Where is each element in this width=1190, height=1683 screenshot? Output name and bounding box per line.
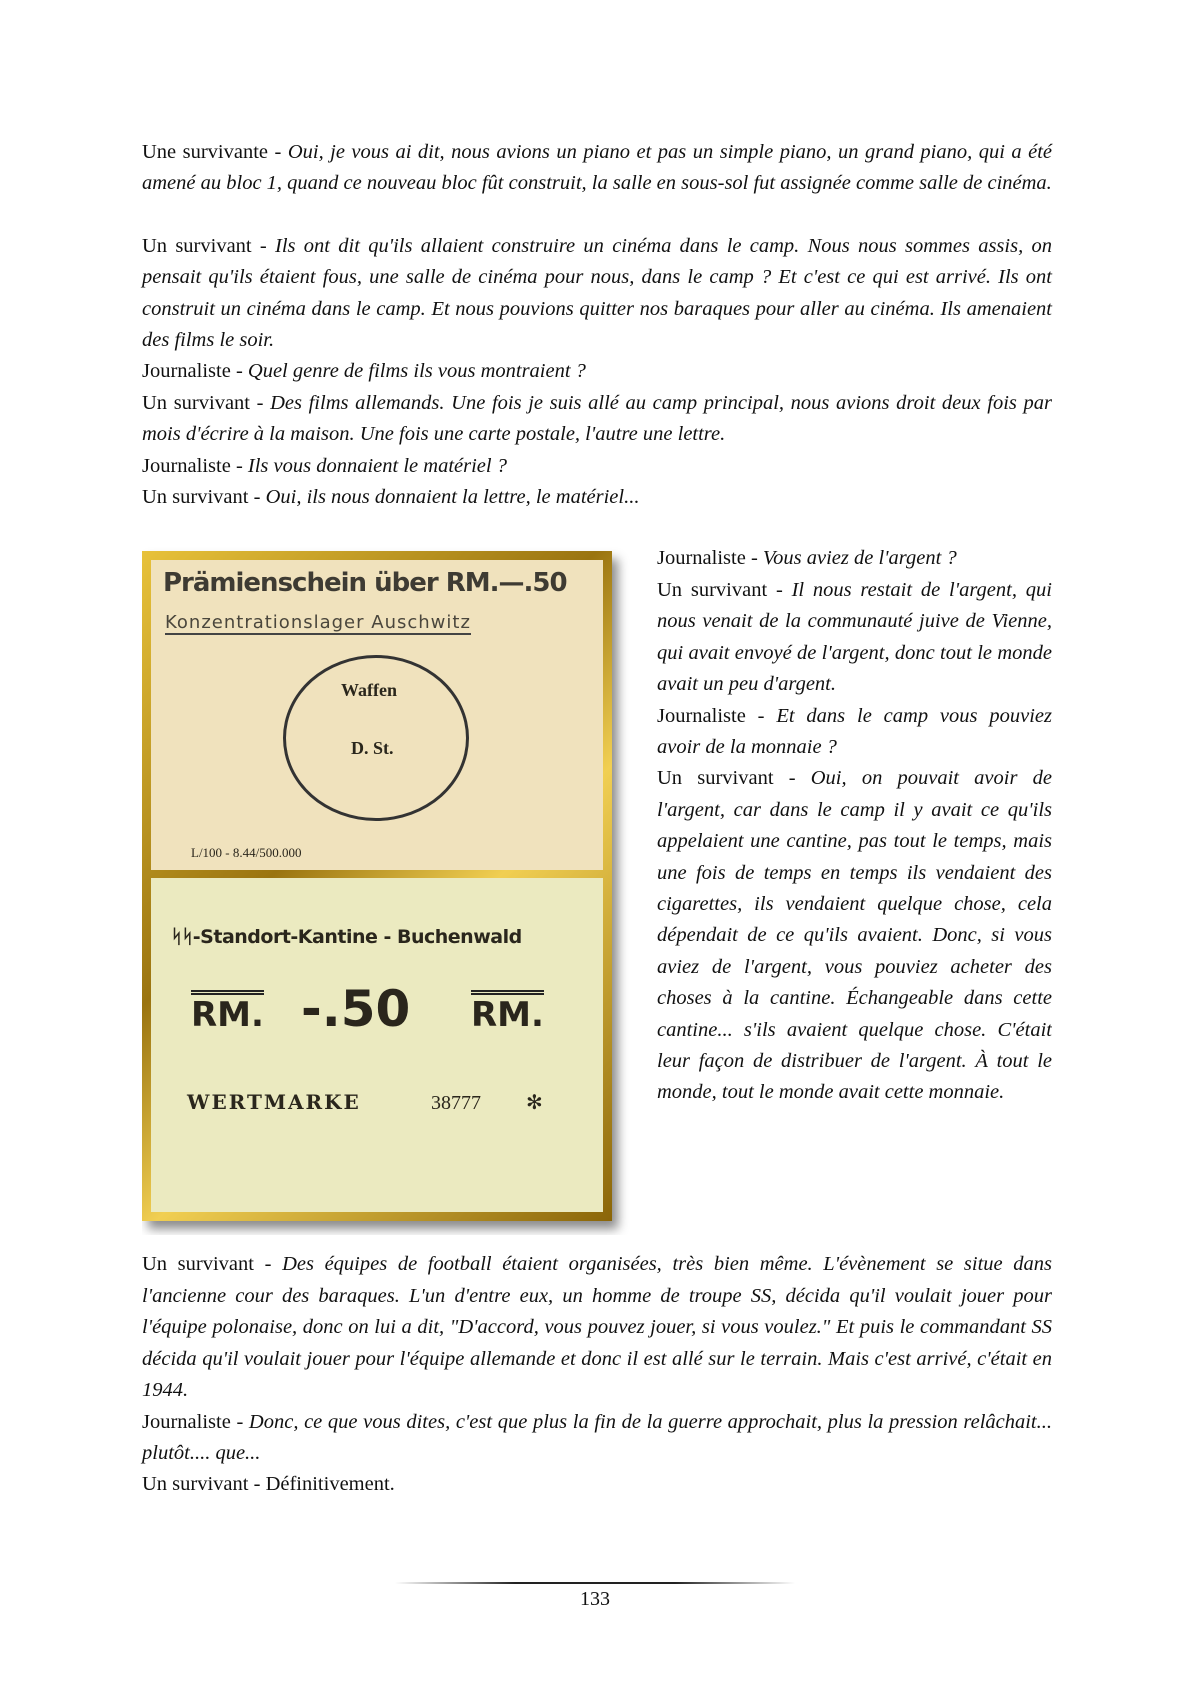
currency-left: RM. (191, 990, 264, 1035)
voucher-title: Prämienschein über RM.—.50 (163, 568, 567, 599)
stamp-text: Waffen (341, 680, 397, 701)
voucher-value: -.50 (301, 980, 411, 1039)
speech: Et dans le camp vous pouviez avoir de la monnaie ? (657, 704, 1052, 758)
paragraph (142, 137, 1052, 200)
paragraph (142, 1249, 1052, 1406)
buchenwald-voucher (151, 878, 603, 1212)
auschwitz-voucher (151, 560, 603, 870)
bottom-dialogue (142, 1235, 1052, 1500)
star-icon: ✻ (526, 1092, 543, 1115)
paragraph (657, 701, 1052, 764)
speaker: Un survivant - (657, 578, 792, 601)
stamp-center: D. St. (351, 738, 394, 759)
speaker: Une survivante - (142, 141, 288, 163)
paragraph (657, 763, 1052, 1108)
paragraph (142, 482, 1052, 513)
footer-rule (395, 1582, 795, 1584)
speaker: Un survivant - (142, 1473, 266, 1496)
serial-number: 38777 (431, 1092, 481, 1115)
wertmarke-label: WERTMARKE (187, 1090, 361, 1115)
speaker: Journaliste - (657, 704, 777, 727)
top-dialogue (142, 137, 1052, 513)
image-and-column-section (142, 543, 1052, 1235)
speech: Oui, ils nous donnaient la lettre, le matériel... (265, 486, 640, 509)
speech: Il nous restait de l'argent, qui nous venait de la communauté juive de Vienne, qui avait envoyé de l'argent, donc tout le monde avait un peu d'argent. (657, 578, 1052, 696)
speech: Quel genre de films ils vous montraient ? (247, 360, 586, 383)
speech: Oui, je vous ai dit, nous avions un piano et pas un simple piano, un grand piano, qui a été amené au bloc 1, quand ce nouveau bloc fût construit, la salle en sous-sol fut assignée comme salle de cinéma. (142, 141, 1053, 195)
speaker: Un survivant - (142, 391, 271, 414)
speaker: Un survivant - (657, 767, 811, 790)
speaker: Journaliste - (142, 360, 248, 383)
currency-right: RM. (471, 990, 544, 1035)
paragraph (142, 356, 1052, 387)
speech: Ils vous donnaient le matériel ? (247, 454, 507, 477)
speech: Définitivement. (265, 1473, 395, 1496)
paragraph (142, 451, 1052, 482)
speaker: Journaliste - (142, 1410, 249, 1433)
voucher-title: ᛋᛋ-Standort-Kantine - Buchenwald (171, 926, 522, 949)
speaker: Un survivant - (142, 486, 266, 509)
paragraph (142, 231, 1052, 357)
voucher-image-frame (142, 551, 612, 1221)
speech: Des films allemands. Une fois je suis allé au camp principal, nous avions droit deux fois par mois d'écrire à la maison. Une fois une carte postale, l'autre une lettre. (142, 391, 1052, 446)
speaker: Journaliste - (657, 547, 763, 570)
page-number: 133 (580, 1588, 610, 1610)
speaker: Un survivant - (142, 234, 276, 257)
speech: Ils ont dit qu'ils allaient construire un cinéma dans le camp. Nous nous sommes assis, on pensait qu'ils étaient fous, une salle de cinéma pour nous, dans le camp ? Et c'est ce qui est arrivé. Ils ont construit un cinéma dans le camp. Et nous pouvions quitter nos baraques pour aller au cinéma. Ils amenaient des films le soir. (142, 234, 1052, 352)
speaker: Journaliste - (142, 454, 248, 477)
stamp (283, 655, 469, 821)
paragraph (142, 388, 1052, 451)
page-body (142, 137, 1052, 1501)
paragraph (657, 543, 1052, 574)
speech: Vous aviez de l'argent ? (762, 547, 957, 570)
voucher-subtitle: Konzentrationslager Auschwitz (165, 612, 471, 634)
speech: Oui, on pouvait avoir de l'argent, car dans le camp il y avait ce qu'ils appelaient une cantine, pas tout le temps, mais une fois de temps en temps ils vendaient des cigarettes, ils vendaient quelque chose, cela dépendait de ce qu'ils avaient. Donc, si vous aviez de l'argent, vous pouviez acheter des choses à la cantine. Échangeable dans cette cantine... s'ils avaient quelque chose. C'était leur façon de distribuer de l'argent. À tout le monde, tout le monde avait cette monnaie. (657, 767, 1052, 1104)
paragraph (142, 1469, 1052, 1500)
paragraph (657, 575, 1052, 701)
right-column-dialogue (657, 543, 1052, 1108)
speaker: Un survivant - (142, 1253, 283, 1276)
speech: Des équipes de football étaient organisées, très bien même. L'évènement se situe dans l'ancienne cour des baraques. L'un d'entre eux, un homme de troupe SS, décida qu'il voulait jouer pour l'équipe polonaise, donc on lui a dit, "D'accord, vous pouvez jouer, si vous voulez." Et puis le commandant SS décida qu'il voulait jouer pour l'équipe allemande et donc il est allé sur le terrain. Mais c'est arrivé, c'était en 1944. (142, 1253, 1052, 1402)
print-code: L/100 - 8.44/500.000 (191, 845, 302, 861)
paragraph (142, 1407, 1052, 1470)
speech: Donc, ce que vous dites, c'est que plus la fin de la guerre approchait, plus la pression relâchait... plutôt.... que... (142, 1410, 1052, 1464)
